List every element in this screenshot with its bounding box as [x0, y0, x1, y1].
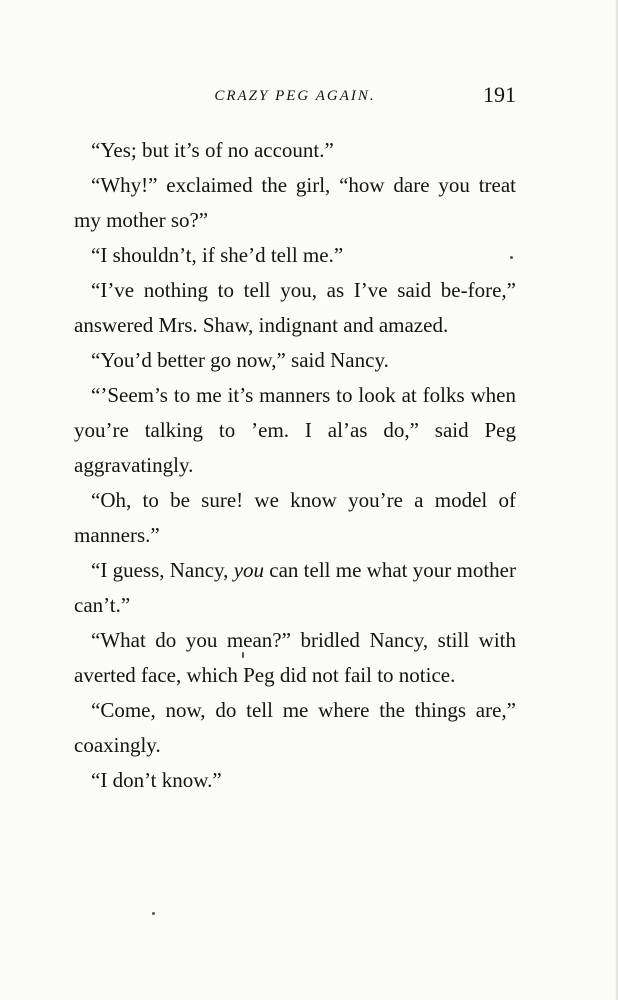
paragraph-text: can tell me what your mother can’t.” [74, 558, 516, 617]
emphasis: you [233, 558, 265, 582]
ink-speck [152, 912, 155, 915]
paragraph: “’Seem’s to me it’s manners to look at folks when you’re talking to ’em. I al’as do,” said Peg aggravatingly. [74, 383, 516, 477]
paragraph: “Come, now, do tell me where the things are,” coaxingly. [74, 698, 516, 757]
running-title: CRAZY PEG AGAIN. [214, 88, 376, 104]
paragraph: “You’d better go now,” said Nancy. [91, 348, 389, 372]
paragraph: “I don’t know.” [91, 768, 222, 792]
paragraph: “I’ve nothing to tell you, as I’ve said be-fore,” answered Mrs. Shaw, indignant and amazed. [74, 278, 516, 337]
page-number: 191 [483, 82, 516, 107]
paragraph: “Yes; but it’s of no account.” [91, 138, 334, 162]
paragraph: “Oh, to be sure! we know you’re a model of manners.” [74, 488, 516, 547]
paragraph: “I shouldn’t, if she’d tell me.” [91, 243, 344, 267]
body-text [74, 133, 516, 798]
running-head [74, 80, 516, 110]
paragraph [74, 553, 516, 623]
paragraph: “What do you mean?” bridled Nancy, still with averted face, which Peg did not fail to notice. [74, 628, 516, 687]
ink-speck [242, 652, 244, 658]
paragraph-text: “I guess, Nancy, [91, 558, 234, 582]
paragraph: “Why!” exclaimed the girl, “how dare you treat my mother so?” [74, 173, 516, 232]
ink-speck [510, 256, 513, 259]
